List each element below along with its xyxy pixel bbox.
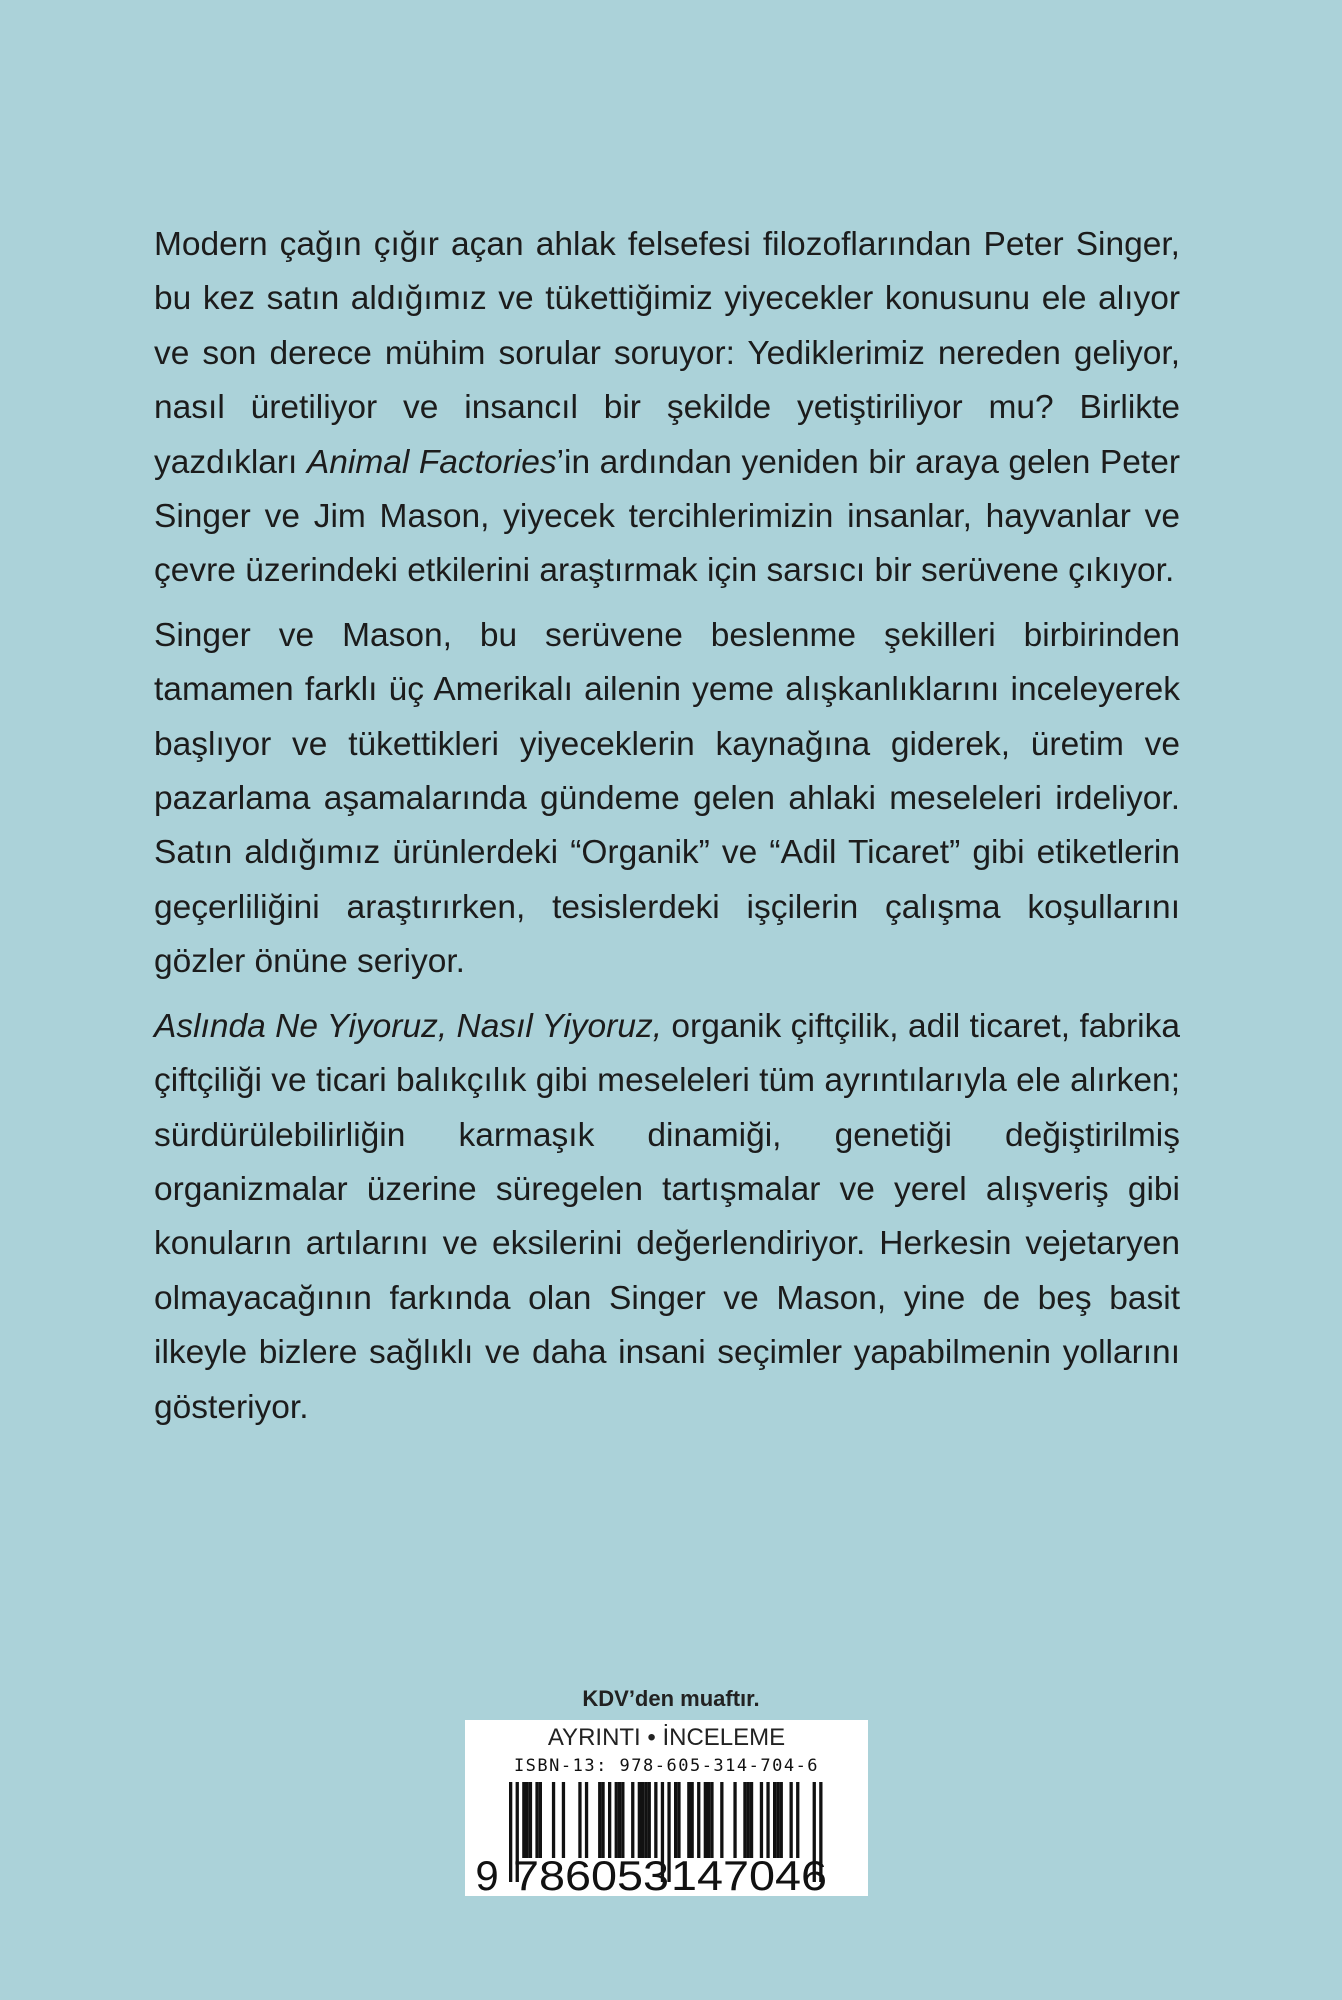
barcode-bar <box>790 1782 793 1858</box>
barcode-bar <box>631 1782 634 1858</box>
barcode-bar <box>743 1782 746 1858</box>
barcode-bar <box>522 1782 525 1858</box>
barcode-lead-digit: 9 <box>475 1852 499 1896</box>
barcode-bar <box>766 1782 769 1858</box>
barcode-bar <box>720 1782 723 1858</box>
blurb-p3-text-b: organik çiftçilik, adil ticaret, fabrika çiftçiliği ve ticari balıkçılık gibi meseleleri tüm ayrıntılarıyla ele alırken; sürdürülebilirliğin karmaşık dinamiği, genetiği değiştirilmiş organizmalar üzerine süregelen tartışmalar ve yerel alışveriş gibi konuların artılarını ve eksilerini değerlendiriyor. Herkesin vejetaryen olmayacağının farkında olan Singer ve Mason, yine de beş basit ilkeyle bizlere sağlıklı ve daha insani seçimler yapabilmenin yollarını gösteriyor. <box>154 1007 1180 1426</box>
barcode-bar <box>535 1782 538 1858</box>
barcode-bar <box>710 1782 713 1858</box>
barcode-bar <box>776 1782 779 1858</box>
barcode-bar <box>796 1782 799 1858</box>
blurb-paragraph-1 <box>154 218 1180 599</box>
blurb-paragraph-2: Singer ve Mason, bu serüvene beslenme şekilleri birbirinden tamamen farklı üç Amerikalı ailenin yeme alışkanlıklarını inceleyerek başlıyor ve tükettikleri yiyeceklerin kaynağına giderek, üretim ve pazarlama aşamalarında gündeme gelen ahlaki meseleleri irdeliyor. Satın aldığımız ürünlerdeki “Organik” ve “Adil Ticaret” gibi etiketlerin geçerliliğini araştırırken, tesislerdeki işçilerin çalışma koşullarını gözler önüne seriyor. <box>154 616 1180 981</box>
barcode-bar <box>615 1782 618 1858</box>
barcode-graphic <box>465 1720 868 1896</box>
barcode-bar <box>747 1782 750 1858</box>
barcode-bar <box>644 1782 647 1858</box>
tax-exempt-note: KDV’den muaftır. <box>582 1686 760 1711</box>
barcode-bar <box>677 1782 680 1858</box>
barcode-bar <box>697 1782 700 1858</box>
series-name: AYRINTI • İNCELEME <box>547 1724 786 1751</box>
barcode-bar <box>638 1782 641 1858</box>
barcode-bar <box>641 1782 644 1858</box>
barcode-bar <box>750 1782 753 1858</box>
barcode-label <box>465 1720 868 1896</box>
barcode-bar <box>539 1782 542 1858</box>
barcode-bar <box>691 1782 694 1858</box>
barcode-bar <box>780 1782 783 1858</box>
barcode-bar <box>621 1782 624 1858</box>
barcode-right-digits: 147046 <box>671 1852 827 1896</box>
barcode-bar <box>578 1782 581 1858</box>
barcode-bar <box>585 1782 588 1858</box>
barcode-bar <box>674 1782 677 1858</box>
barcode-left-digits: 786053 <box>513 1852 669 1896</box>
barcode-bar <box>707 1782 710 1858</box>
book-title-animal-factories: Animal Factories <box>306 443 557 481</box>
barcode-bar <box>562 1782 565 1858</box>
barcode-bar <box>526 1782 529 1858</box>
barcode-bar <box>648 1782 651 1858</box>
book-title-aslinda-ne-yiyoruz: Aslında Ne Yiyoruz, Nasıl Yiyoruz, <box>154 1007 663 1045</box>
blurb-p1-text-a: Modern çağın çığır açan ahlak felsefesi filozoflarından Peter Singer, bu kez satın aldığımız ve tükettiğimiz yiyecekler konusunu ele alıyor ve son derece mühim sorular soruyor: Yediklerimiz nereden geliyor, nasıl üretiliyor ve insancıl bir şekilde yetiştiriliyor mu? Birlikte yazdıkları <box>154 226 1180 481</box>
barcode-bar <box>552 1782 555 1858</box>
barcode-bar <box>618 1782 621 1858</box>
isbn-text: ISBN-13: 978-605-314-704-6 <box>513 1756 820 1776</box>
blurb-p1-text-b: ’in ardından yeniden bir araya gelen Peter Singer ve Jim Mason, yiyecek tercihlerimizin insanlar, hayvanlar ve çevre üzerindeki etkilerini araştırmak için sarsıcı bir serüvene çıkıyor. <box>154 443 1181 590</box>
barcode-bar <box>608 1782 611 1858</box>
barcode-bar <box>704 1782 707 1858</box>
barcode-bar <box>598 1782 601 1858</box>
blurb-paragraph-3 <box>154 1000 1180 1435</box>
back-cover-blurb <box>154 218 1180 1445</box>
barcode-bar <box>760 1782 763 1858</box>
barcode-bar <box>601 1782 604 1858</box>
barcode-bar <box>654 1782 657 1858</box>
barcode-guard-bar <box>509 1782 512 1882</box>
barcode-bar <box>529 1782 532 1858</box>
barcode-bar <box>773 1782 776 1858</box>
barcode-bar <box>687 1782 690 1858</box>
barcode-bar <box>733 1782 736 1858</box>
